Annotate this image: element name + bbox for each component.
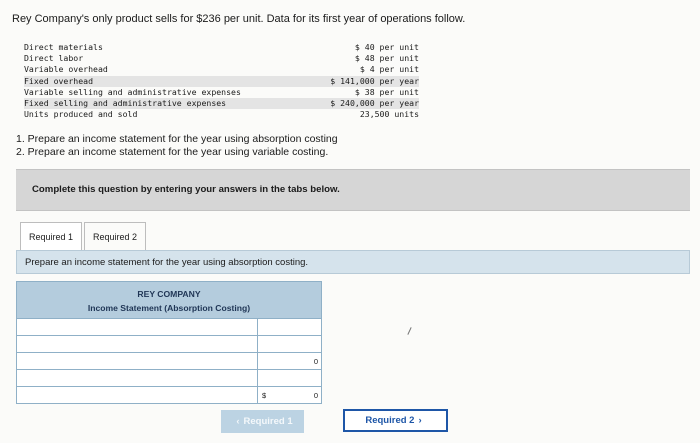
amount-input[interactable]: [258, 387, 321, 403]
data-row: [24, 109, 419, 120]
intro-text: Rey Company's only product sells for $236 per unit. Data for its first year of operations follow.: [12, 13, 466, 25]
income-statement: [16, 281, 322, 404]
prompt-bar: [16, 250, 690, 274]
next-button[interactable]: [343, 409, 448, 432]
data-label: Direct labor: [24, 53, 84, 64]
tab-bar: [20, 222, 148, 250]
label-input[interactable]: [17, 336, 258, 352]
data-value: 23,500 units: [359, 109, 419, 120]
amount-input[interactable]: [258, 353, 321, 369]
chevron-left-icon: ‹: [236, 416, 240, 427]
prompt-text: Prepare an income statement for the year using absorption costing.: [25, 257, 309, 268]
next-label: Required 2: [365, 415, 415, 426]
data-row: [24, 76, 419, 87]
statement-header: [16, 281, 322, 319]
amount-input[interactable]: [258, 319, 321, 335]
data-value: $ 40 per unit: [354, 42, 419, 52]
data-label: Direct materials: [24, 42, 103, 52]
statement-row: [16, 336, 322, 353]
data-row: [24, 98, 419, 109]
data-label: Fixed overhead: [24, 75, 94, 86]
label-input[interactable]: [17, 319, 258, 335]
statement-row: [16, 353, 322, 370]
statement-row: [16, 387, 322, 404]
amount-value: 0: [313, 390, 318, 400]
tab-required-2[interactable]: Required 2: [84, 222, 146, 250]
instruction-item: 2. Prepare an income statement for the year using variable costing.: [16, 146, 329, 158]
instruction-banner: [16, 169, 690, 211]
data-label: Units produced and sold: [24, 109, 138, 120]
tab-required-1[interactable]: Required 1: [20, 222, 82, 250]
banner-text: Complete this question by entering your answers in the tabs below.: [32, 184, 340, 195]
statement-title: Income Statement (Absorption Costing): [87, 303, 251, 313]
prev-button[interactable]: [221, 410, 304, 433]
amount-input[interactable]: [258, 336, 321, 352]
company-name: REY COMPANY: [137, 289, 201, 299]
cost-data-table: [24, 42, 419, 120]
data-value: $ 240,000 per year: [330, 98, 419, 109]
data-value: $ 38 per unit: [354, 86, 419, 97]
data-label: Variable selling and administrative expenses: [24, 86, 241, 97]
data-row: [24, 64, 419, 75]
currency-symbol: $: [262, 390, 267, 400]
data-value: $ 48 per unit: [354, 53, 419, 64]
data-label: Variable overhead: [24, 64, 108, 75]
label-input[interactable]: [17, 353, 258, 369]
data-row: [24, 42, 419, 53]
amount-value: 0: [313, 356, 318, 366]
instructions: [16, 133, 338, 159]
statement-row: [16, 319, 322, 336]
instruction-item: 1. Prepare an income statement for the year using absorption costing: [16, 133, 338, 145]
data-row: [24, 53, 419, 64]
statement-row: [16, 370, 322, 387]
prev-label: Required 1: [243, 416, 293, 427]
label-input[interactable]: [17, 370, 258, 386]
data-row: [24, 87, 419, 98]
cursor-mark: [407, 327, 411, 335]
chevron-right-icon: ›: [418, 415, 422, 426]
data-value: $ 141,000 per year: [330, 75, 419, 86]
amount-input[interactable]: [258, 370, 321, 386]
label-input[interactable]: [17, 387, 258, 403]
data-value: $ 4 per unit: [359, 64, 419, 75]
data-label: Fixed selling and administrative expenses: [24, 98, 227, 109]
